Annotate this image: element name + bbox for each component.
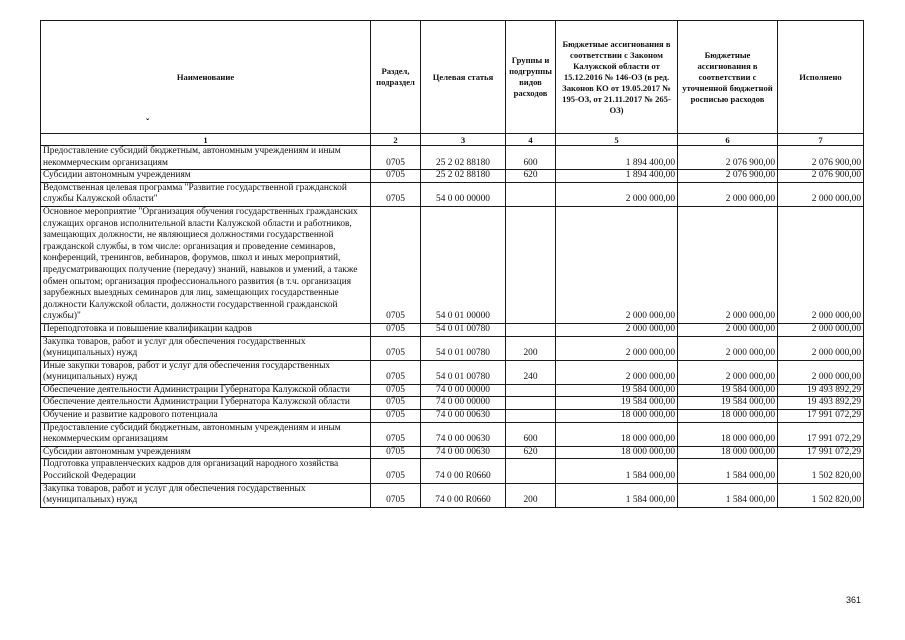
row-article: 54 0 01 00780 bbox=[421, 323, 506, 336]
table-row bbox=[41, 170, 864, 183]
row-group: 200 bbox=[506, 483, 556, 507]
row-article: 74 0 00 00000 bbox=[421, 397, 506, 410]
row-budget-allocation: 2 076 900,00 bbox=[678, 170, 778, 183]
table-row bbox=[41, 206, 864, 323]
row-executed: 2 076 900,00 bbox=[778, 170, 864, 183]
row-law-allocation: 19 584 000,00 bbox=[556, 397, 678, 410]
header-law-allocation: Бюджетные ассигнования в соответствии с Законом Калужской области от 15.12.2016 № 146-ОЗ (в ред. Законов КО от 19.05.2017 № 195-ОЗ, от 21.11.2017 № 265-ОЗ) bbox=[556, 21, 678, 134]
header-budget-allocation: Бюджетные ассигнования в соответствии с уточненной бюджетной росписью расходов bbox=[678, 21, 778, 134]
row-section: 0705 bbox=[371, 336, 421, 360]
row-budget-allocation: 18 000 000,00 bbox=[678, 422, 778, 446]
row-name: Субсидии автономным учреждениям bbox=[41, 446, 371, 459]
row-group: 620 bbox=[506, 170, 556, 183]
row-executed: 2 000 000,00 bbox=[778, 323, 864, 336]
column-number: 7 bbox=[778, 134, 864, 146]
row-section: 0705 bbox=[371, 422, 421, 446]
row-article: 74 0 00 R0660 bbox=[421, 483, 506, 507]
row-group bbox=[506, 206, 556, 323]
row-executed: 2 076 900,00 bbox=[778, 146, 864, 170]
row-law-allocation: 1 584 000,00 bbox=[556, 483, 678, 507]
table-row bbox=[41, 182, 864, 206]
header-executed: Исполнено bbox=[778, 21, 864, 134]
header-article: Целевая статья bbox=[421, 21, 506, 134]
row-article: 74 0 00 00630 bbox=[421, 410, 506, 423]
row-article: 54 0 01 00000 bbox=[421, 206, 506, 323]
row-article: 74 0 00 00630 bbox=[421, 446, 506, 459]
row-budget-allocation: 19 584 000,00 bbox=[678, 384, 778, 397]
column-number: 6 bbox=[678, 134, 778, 146]
row-budget-allocation: 2 000 000,00 bbox=[678, 206, 778, 323]
row-group bbox=[506, 459, 556, 483]
row-name: Основное мероприятие "Организация обучения государственных гражданских служащих органов исполнительной власти Калужской области и работников, замещающих должности, не являющиеся должностями государственной гражданской службы, в том числе: организация и проведение семинаров, конференций, тренингов, вебинаров, форумов, школ и иных мероприятий, предусматривающих получение (передачу) знаний, навыков и умений, а также обмен опытом; организация профессионального развития (в т.ч. организация зарубежных выездных семинаров для лиц, замещающих государственные должности Калужской области, должности государственной гражданской службы)" bbox=[41, 206, 371, 323]
table-row bbox=[41, 384, 864, 397]
row-name: Предоставление субсидий бюджетным, автономным учреждениям и иным некоммерческим организациям bbox=[41, 422, 371, 446]
table-row bbox=[41, 360, 864, 384]
column-number: 4 bbox=[506, 134, 556, 146]
row-article: 54 0 01 00780 bbox=[421, 360, 506, 384]
row-budget-allocation: 2 000 000,00 bbox=[678, 360, 778, 384]
row-article: 74 0 00 R0660 bbox=[421, 459, 506, 483]
row-law-allocation: 18 000 000,00 bbox=[556, 422, 678, 446]
table-row bbox=[41, 422, 864, 446]
row-group bbox=[506, 182, 556, 206]
row-section: 0705 bbox=[371, 146, 421, 170]
row-section: 0705 bbox=[371, 483, 421, 507]
row-budget-allocation: 1 584 000,00 bbox=[678, 483, 778, 507]
row-article: 54 0 01 00780 bbox=[421, 336, 506, 360]
row-section: 0705 bbox=[371, 459, 421, 483]
row-group: 620 bbox=[506, 446, 556, 459]
row-budget-allocation: 1 584 000,00 bbox=[678, 459, 778, 483]
row-executed: 19 493 892,29 bbox=[778, 397, 864, 410]
row-group bbox=[506, 397, 556, 410]
row-executed: 2 000 000,00 bbox=[778, 360, 864, 384]
row-executed: 2 000 000,00 bbox=[778, 336, 864, 360]
row-budget-allocation: 2 000 000,00 bbox=[678, 182, 778, 206]
row-group bbox=[506, 410, 556, 423]
budget-table bbox=[40, 20, 864, 508]
table-row bbox=[41, 483, 864, 507]
budget-table-sheet bbox=[40, 20, 863, 508]
row-executed: 1 502 820,00 bbox=[778, 459, 864, 483]
row-budget-allocation: 18 000 000,00 bbox=[678, 410, 778, 423]
row-name: Субсидии автономным учреждениям bbox=[41, 170, 371, 183]
row-section: 0705 bbox=[371, 410, 421, 423]
row-law-allocation: 18 000 000,00 bbox=[556, 410, 678, 423]
row-law-allocation: 18 000 000,00 bbox=[556, 446, 678, 459]
row-executed: 17 991 072,29 bbox=[778, 410, 864, 423]
row-law-allocation: 2 000 000,00 bbox=[556, 182, 678, 206]
table-row bbox=[41, 459, 864, 483]
row-law-allocation: 19 584 000,00 bbox=[556, 384, 678, 397]
row-article: 25 2 02 88180 bbox=[421, 170, 506, 183]
row-article: 74 0 00 00630 bbox=[421, 422, 506, 446]
row-executed: 2 000 000,00 bbox=[778, 182, 864, 206]
row-name: Подготовка управленческих кадров для организаций народного хозяйства Российской Федерации bbox=[41, 459, 371, 483]
row-budget-allocation: 2 000 000,00 bbox=[678, 323, 778, 336]
row-law-allocation: 2 000 000,00 bbox=[556, 336, 678, 360]
row-name: Обеспечение деятельности Администрации Губернатора Калужской области bbox=[41, 397, 371, 410]
row-group bbox=[506, 323, 556, 336]
row-executed: 2 000 000,00 bbox=[778, 206, 864, 323]
row-name: Предоставление субсидий бюджетным, автономным учреждениям и иным некоммерческим организациям bbox=[41, 146, 371, 170]
header-row bbox=[41, 21, 864, 134]
table-row bbox=[41, 446, 864, 459]
page-number: 361 bbox=[845, 595, 861, 605]
row-name: Обеспечение деятельности Администрации Губернатора Калужской области bbox=[41, 384, 371, 397]
row-section: 0705 bbox=[371, 446, 421, 459]
row-section: 0705 bbox=[371, 206, 421, 323]
row-name: Обучение и развитие кадрового потенциала bbox=[41, 410, 371, 423]
column-number: 1 bbox=[41, 134, 371, 146]
row-section: 0705 bbox=[371, 397, 421, 410]
row-budget-allocation: 19 584 000,00 bbox=[678, 397, 778, 410]
row-law-allocation: 2 000 000,00 bbox=[556, 206, 678, 323]
row-name: Ведомственная целевая программа "Развитие государственной гражданской службы Калужской области" bbox=[41, 182, 371, 206]
table-row bbox=[41, 410, 864, 423]
row-group: 600 bbox=[506, 146, 556, 170]
row-article: 74 0 00 00000 bbox=[421, 384, 506, 397]
row-group: 600 bbox=[506, 422, 556, 446]
row-group: 200 bbox=[506, 336, 556, 360]
header-group: Группы и подгруппы видов расходов bbox=[506, 21, 556, 134]
row-budget-allocation: 2 000 000,00 bbox=[678, 336, 778, 360]
table-row bbox=[41, 397, 864, 410]
row-law-allocation: 1 894 400,00 bbox=[556, 146, 678, 170]
row-section: 0705 bbox=[371, 182, 421, 206]
column-number: 5 bbox=[556, 134, 678, 146]
scan-mark: ˇ bbox=[146, 118, 150, 129]
row-executed: 1 502 820,00 bbox=[778, 483, 864, 507]
table-row bbox=[41, 336, 864, 360]
row-article: 25 2 02 88180 bbox=[421, 146, 506, 170]
table-row bbox=[41, 323, 864, 336]
row-law-allocation: 1 894 400,00 bbox=[556, 170, 678, 183]
row-group: 240 bbox=[506, 360, 556, 384]
row-executed: 19 493 892,29 bbox=[778, 384, 864, 397]
row-executed: 17 991 072,29 bbox=[778, 422, 864, 446]
row-section: 0705 bbox=[371, 170, 421, 183]
header-section: Раздел, подраздел bbox=[371, 21, 421, 134]
column-number: 2 bbox=[371, 134, 421, 146]
row-group bbox=[506, 384, 556, 397]
row-article: 54 0 00 00000 bbox=[421, 182, 506, 206]
column-number-row bbox=[41, 134, 864, 146]
row-section: 0705 bbox=[371, 384, 421, 397]
column-number: 3 bbox=[421, 134, 506, 146]
row-law-allocation: 2 000 000,00 bbox=[556, 323, 678, 336]
row-executed: 17 991 072,29 bbox=[778, 446, 864, 459]
header-name: Наименование bbox=[41, 21, 371, 134]
row-budget-allocation: 2 076 900,00 bbox=[678, 146, 778, 170]
row-budget-allocation: 18 000 000,00 bbox=[678, 446, 778, 459]
table-row bbox=[41, 146, 864, 170]
row-law-allocation: 2 000 000,00 bbox=[556, 360, 678, 384]
row-name: Закупка товаров, работ и услуг для обеспечения государственных (муниципальных) нужд bbox=[41, 483, 371, 507]
row-name: Переподготовка и повышение квалификации кадров bbox=[41, 323, 371, 336]
table-body bbox=[41, 146, 864, 508]
row-law-allocation: 1 584 000,00 bbox=[556, 459, 678, 483]
row-name: Иные закупки товаров, работ и услуг для обеспечения государственных (муниципальных) нужд bbox=[41, 360, 371, 384]
row-name: Закупка товаров, работ и услуг для обеспечения государственных (муниципальных) нужд bbox=[41, 336, 371, 360]
row-section: 0705 bbox=[371, 323, 421, 336]
row-section: 0705 bbox=[371, 360, 421, 384]
